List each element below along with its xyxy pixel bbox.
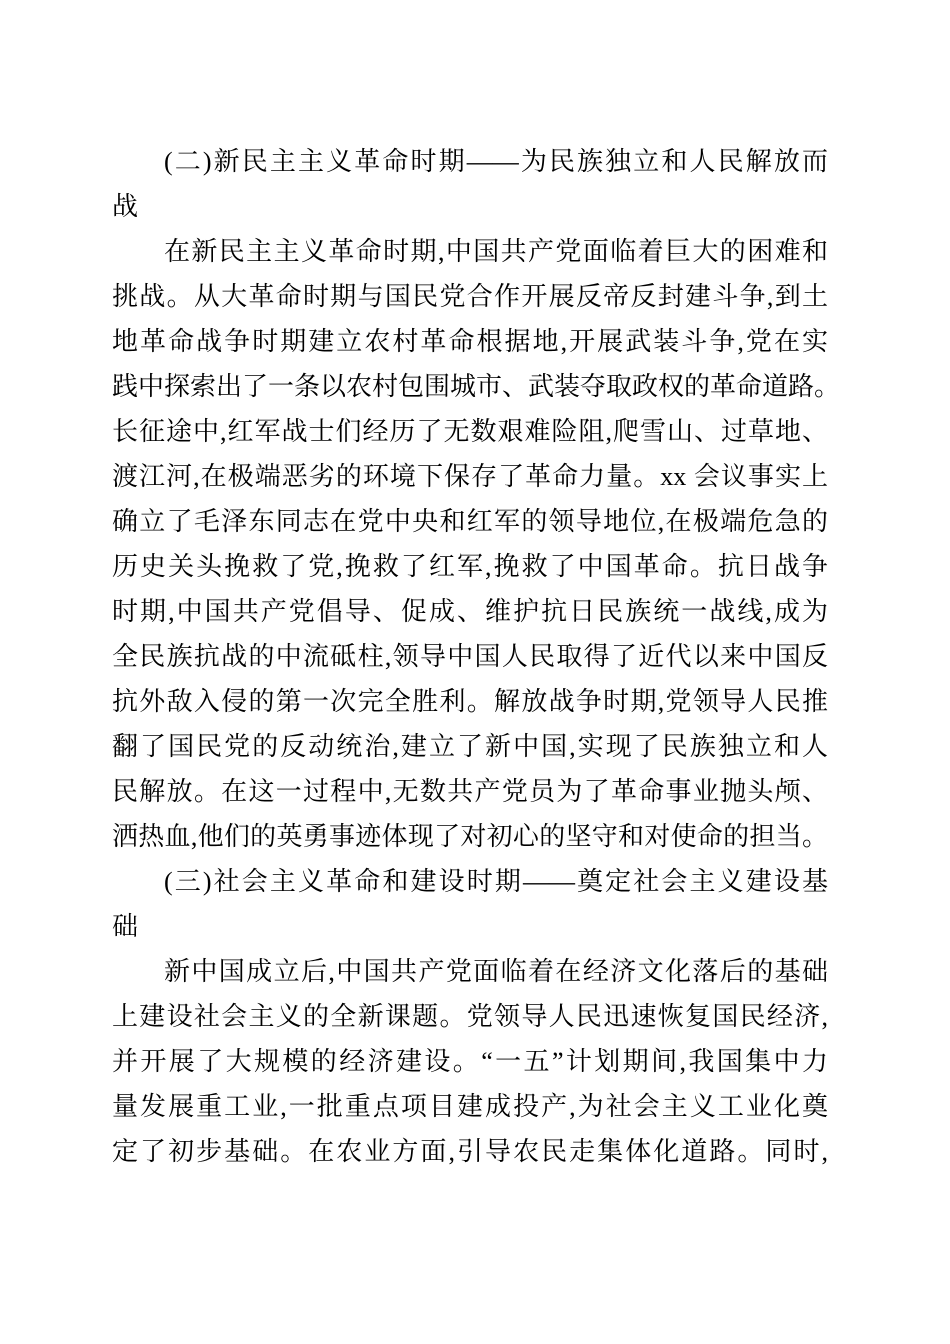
text-line: 全民族抗战的中流砥柱,领导中国人民取得了近代以来中国反 [112, 642, 828, 671]
text-line: 定了初步基础。在农业方面,引导农民走集体化道路。同时, [112, 1137, 828, 1166]
text-line: 民解放。在这一过程中,无数共产党员为了革命事业抛头颅、 [112, 777, 828, 806]
text-line: 在新民主主义革命时期,中国共产党面临着巨大的困难和 [164, 237, 828, 266]
text-line: 抗外敌入侵的第一次完全胜利。解放战争时期,党领导人民推 [112, 687, 828, 716]
text-line: 上建设社会主义的全新课题。党领导人民迅速恢复国民经济, [112, 1002, 828, 1031]
text-line: 新中国成立后,中国共产党面临着在经济文化落后的基础 [164, 957, 828, 986]
body-paragraph [112, 949, 828, 1174]
text-line: 翻了国民党的反动统治,建立了新中国,实现了民族独立和人 [112, 732, 828, 761]
text-line: 历史关头挽救了党,挽救了红军,挽救了中国革命。抗日战争 [112, 552, 828, 581]
text-line: (二)新民主主义革命时期——为民族独立和人民解放而 [164, 147, 828, 176]
body-paragraph [112, 229, 841, 859]
text-line: 础 [112, 912, 139, 941]
text-line: 地革命战争时期建立农村革命根据地,开展武装斗争,党在实 [112, 327, 828, 356]
text-line: 量发展重工业,一批重点项目建成投产,为社会主义工业化奠 [112, 1092, 828, 1121]
text-line: 并开展了大规模的经济建设。“一五”计划期间,我国集中力 [112, 1047, 828, 1076]
document-body [112, 139, 841, 1174]
text-line: 践中探索出了一条以农村包围城市、武装夺取政权的革命道路。 [112, 372, 841, 401]
text-line: (三)社会主义革命和建设时期——奠定社会主义建设基 [164, 867, 828, 896]
section-heading [112, 139, 828, 229]
text-line: 长征途中,红军战士们经历了无数艰难险阻,爬雪山、过草地、 [112, 417, 828, 446]
section-heading [112, 859, 828, 949]
text-line: 渡江河,在极端恶劣的环境下保存了革命力量。xx 会议事实上 [112, 462, 828, 491]
text-line: 洒热血,他们的英勇事迹体现了对初心的坚守和对使命的担当。 [112, 822, 828, 851]
text-line: 确立了毛泽东同志在党中央和红军的领导地位,在极端危急的 [112, 507, 828, 536]
text-line: 挑战。从大革命时期与国民党合作开展反帝反封建斗争,到土 [112, 282, 828, 311]
text-line: 时期,中国共产党倡导、促成、维护抗日民族统一战线,成为 [112, 597, 828, 626]
text-line: 战 [112, 192, 139, 221]
